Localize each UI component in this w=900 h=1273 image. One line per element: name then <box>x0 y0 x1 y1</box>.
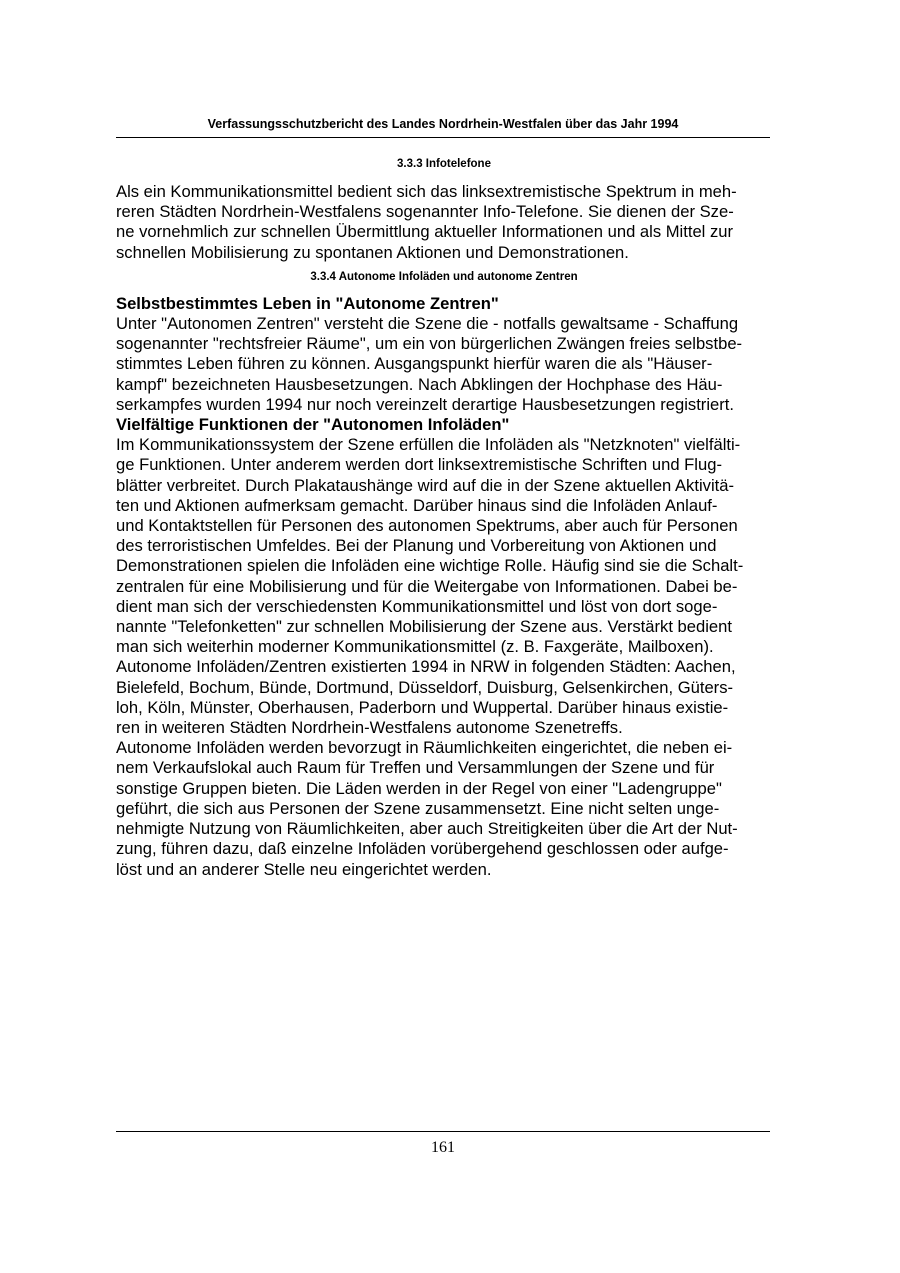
text-line: blätter verbreitet. Durch Plakataushänge wird auf die in der Szene aktuellen Aktivitä- <box>116 475 734 495</box>
text-line: dient man sich der verschiedensten Kommunikationsmittel und löst von dort soge- <box>116 596 718 616</box>
text-line: zung, führen dazu, daß einzelne Infoläden vorübergehend geschlossen oder aufge- <box>116 839 729 859</box>
paragraph-autonome-zentren <box>116 314 772 415</box>
text-line: ne vornehmlich zur schnellen Übermittlung aktueller Informationen und als Mittel zur <box>116 222 734 242</box>
text-line: löst und an anderer Stelle neu eingerichtet werden. <box>116 859 492 879</box>
text-line: kampf" bezeichneten Hausbesetzungen. Nach Abklingen der Hochphase des Häu- <box>116 374 723 394</box>
section-heading-infotelefone: 3.3.3 Infotelefone <box>397 158 491 170</box>
section-heading-infolaeden: 3.3.4 Autonome Infoläden und autonome Zentren <box>310 270 578 283</box>
document-body <box>116 156 772 880</box>
paragraph-funktionen-infolaeden <box>116 435 772 879</box>
subheading-funktionen-infolaeden: Vielfältige Funktionen der "Autonomen Infoläden" <box>116 415 510 435</box>
footer-rule <box>116 1131 770 1132</box>
text-line: Autonome Infoläden werden bevorzugt in Räumlichkeiten eingerichtet, die neben ei- <box>116 738 733 758</box>
text-line: und Kontaktstellen für Personen des autonomen Spektrums, aber auch für Personen <box>116 516 738 536</box>
text-line: ten und Aktionen aufmerksam gemacht. Darüber hinaus sind die Infoläden Anlauf- <box>116 495 718 515</box>
subheading-autonome-zentren: Selbstbestimmtes Leben in "Autonome Zentren" <box>116 293 499 313</box>
text-line: des terroristischen Umfeldes. Bei der Planung und Vorbereitung von Aktionen und <box>116 536 717 556</box>
text-line: Im Kommunikationssystem der Szene erfüllen die Infoläden als "Netzknoten" vielfälti- <box>116 435 741 455</box>
text-line: ren in weiteren Städten Nordrhein-Westfalens autonome Szenetreffs. <box>116 718 623 738</box>
text-line: reren Städten Nordrhein-Westfalens sogenannter Info-Telefone. Sie dienen der Sze- <box>116 202 734 222</box>
text-line: sogenannter "rechtsfreier Räume", um ein von bürgerlichen Zwängen freies selbstbe- <box>116 334 743 354</box>
text-line: Als ein Kommunikationsmittel bedient sich das linksextremistische Spektrum in meh- <box>116 182 737 201</box>
text-line: geführt, die sich aus Personen der Szene zusammensetzt. Eine nicht selten unge- <box>116 798 720 818</box>
text-line: Unter "Autonomen Zentren" versteht die Szene die - notfalls gewaltsame - Schaffung <box>116 314 739 334</box>
text-line: Autonome Infoläden/Zentren existierten 1994 in NRW in folgenden Städten: Aachen, <box>116 657 736 677</box>
text-line: stimmtes Leben führen zu können. Ausgangspunkt hierfür waren die als "Häuser- <box>116 354 713 374</box>
text-line: schnellen Mobilisierung zu spontanen Aktionen und Demonstrationen. <box>116 242 629 262</box>
text-line: serkampfes wurden 1994 nur noch vereinzelt derartige Hausbesetzungen registriert. <box>116 394 734 414</box>
running-header: Verfassungsschutzbericht des Landes Nordrhein-Westfalen über das Jahr 1994 <box>207 117 679 131</box>
page-number: 161 <box>431 1139 455 1156</box>
text-line: nannte "Telefonketten" zur schnellen Mobilisierung der Szene aus. Verstärkt bedient <box>116 617 732 637</box>
text-line: nem Verkaufslokal auch Raum für Treffen und Versammlungen der Szene und für <box>116 758 715 778</box>
text-line: Demonstrationen spielen die Infoläden eine wichtige Rolle. Häufig sind sie die Schalt- <box>116 556 744 576</box>
header-rule <box>116 137 770 138</box>
text-line: ge Funktionen. Unter anderem werden dort linksextremistische Schriften und Flug- <box>116 455 722 475</box>
text-line: sonstige Gruppen bieten. Die Läden werden in der Regel von einer "Ladengruppe" <box>116 778 722 798</box>
text-line: loh, Köln, Münster, Oberhausen, Paderborn und Wuppertal. Darüber hinaus existie- <box>116 697 729 717</box>
text-line: Bielefeld, Bochum, Bünde, Dortmund, Düsseldorf, Duisburg, Gelsenkirchen, Güters- <box>116 677 734 697</box>
paragraph-infotelefone <box>116 182 772 263</box>
text-line: zentralen für eine Mobilisierung und für die Weitergabe von Informationen. Dabei be- <box>116 576 738 596</box>
text-line: man sich weiterhin moderner Kommunikationsmittel (z. B. Faxgeräte, Mailboxen). <box>116 637 714 657</box>
text-line: nehmigte Nutzung von Räumlichkeiten, aber auch Streitigkeiten über die Art der Nut- <box>116 819 738 839</box>
